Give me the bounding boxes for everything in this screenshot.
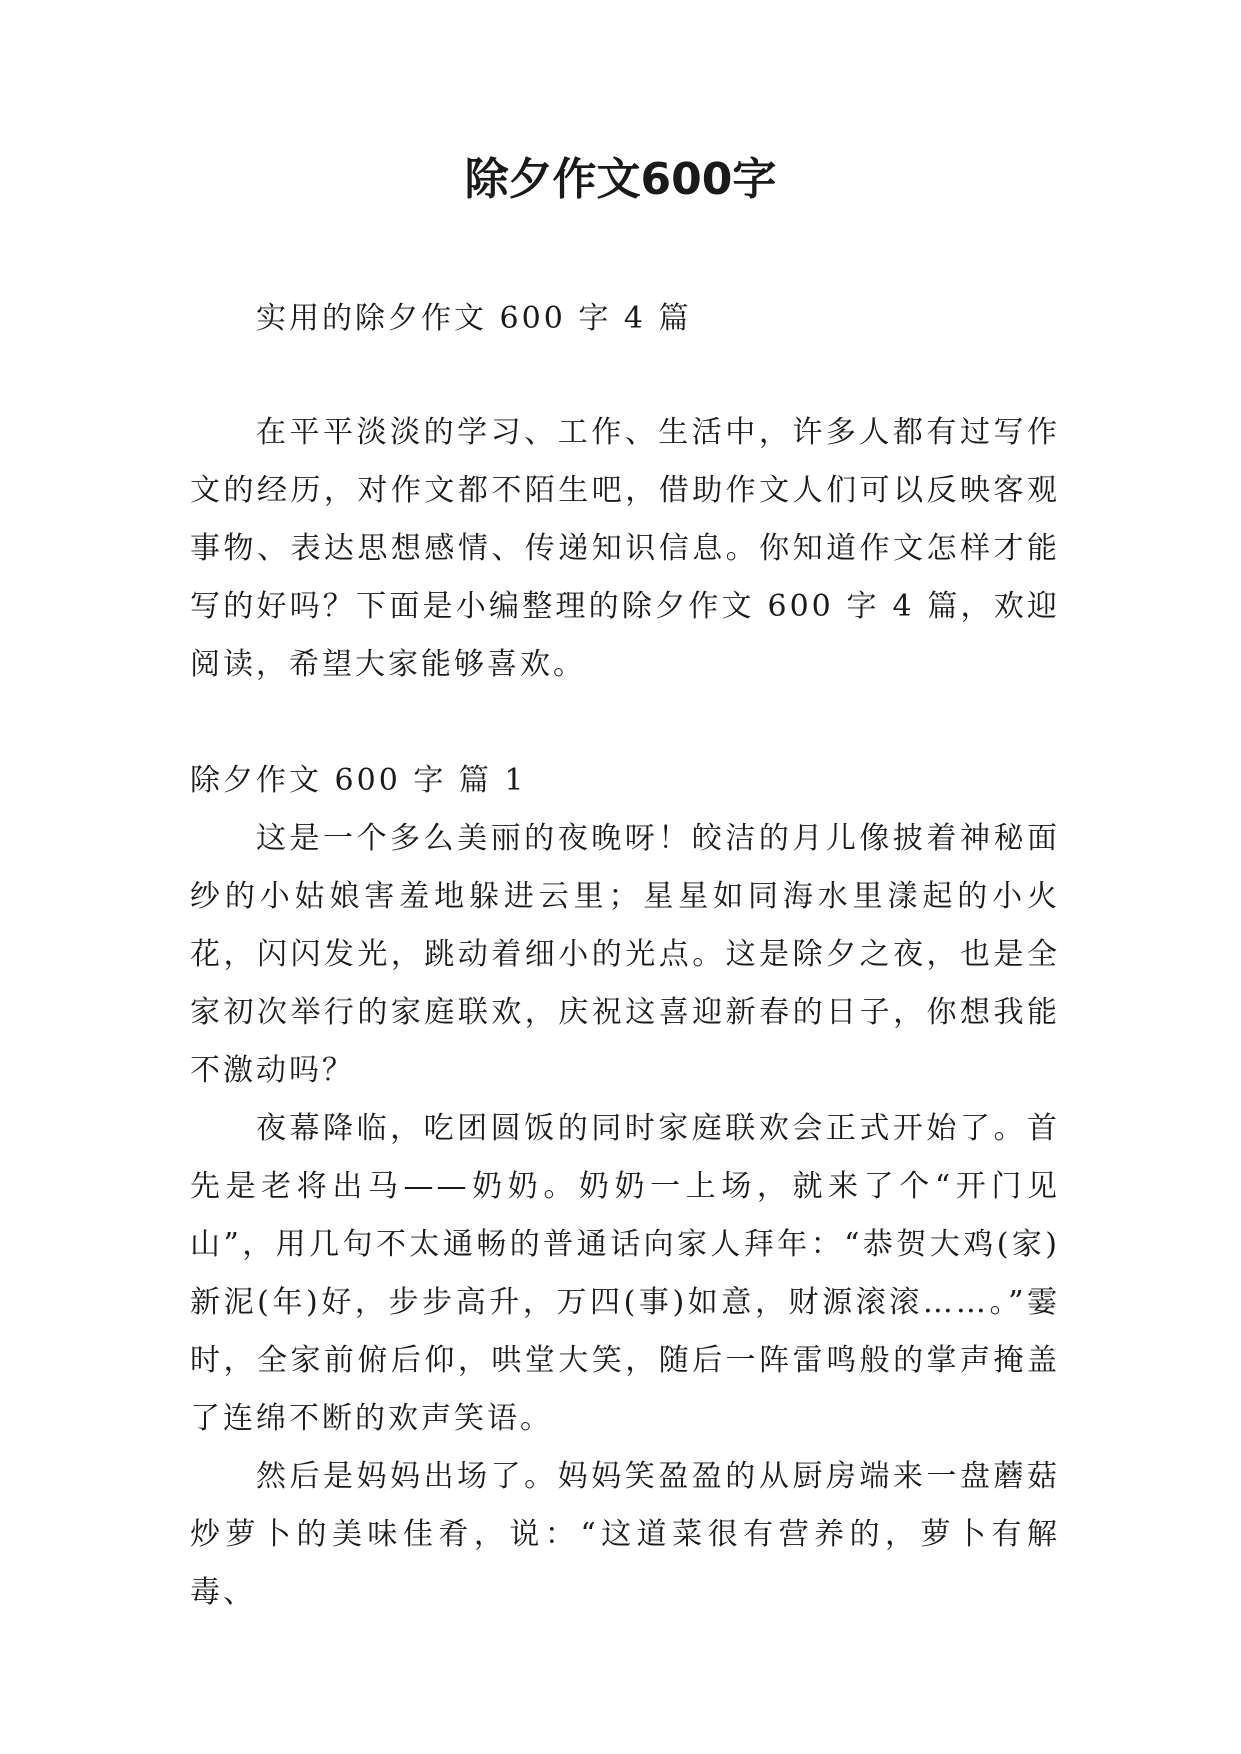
body-paragraph: 夜幕降临，吃团圆饭的同时家庭联欢会正式开始了。首先是老将出马——奶奶。奶奶一上场，就来了个“开门见山”，用几句不太通畅的普通话向家人拜年：“恭贺大鸡(家)新泥(年)好，步步高升，万四(事)如意，财源滚滚……。”霎时，全家前俯后仰，哄堂大笑，随后一阵雷鸣般的掌声掩盖了连绵不断的欢声笑语。 [190, 1111, 1060, 1436]
intro-paragraph: 在平平淡淡的学习、工作、生活中，许多人都有过写作文的经历，对作文都不陌生吧，借助作文人们可以反映客观事物、表达思想感情、传递知识信息。你知道作文怎样才能写的好吗？下面是小编整理的除夕作文 600 字 4 篇，欢迎阅读，希望大家能够喜欢。 [190, 415, 1060, 682]
body-paragraph: 然后是妈妈出场了。妈妈笑盈盈的从厨房端来一盘蘑菇炒萝卜的美味佳肴，说：“这道菜很有营养的，萝卜有解毒、 [190, 1459, 1060, 1610]
document-body [190, 290, 1060, 1622]
document-subtitle: 实用的除夕作文 600 字 4 篇 [256, 301, 692, 336]
body-paragraph: 这是一个多么美丽的夜晚呀！皎洁的月儿像披着神秘面纱的小姑娘害羞地躲进云里；星星如同海水里漾起的小火花，闪闪发光，跳动着细小的光点。这是除夕之夜，也是全家初次举行的家庭联欢，庆祝这喜迎新春的日子，你想我能不激动吗？ [190, 821, 1060, 1088]
document-title: 除夕作文600字 [464, 154, 777, 205]
section-heading: 除夕作文 600 字 篇 1 [190, 763, 527, 798]
